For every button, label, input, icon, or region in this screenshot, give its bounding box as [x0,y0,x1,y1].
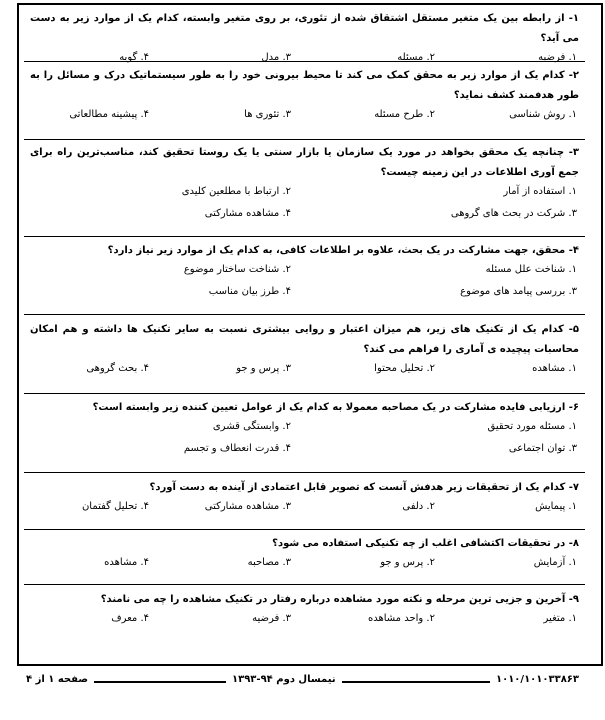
options-row [30,183,579,205]
question-3 [30,143,579,227]
question-text: ۴- محقق، جهت مشارکت در یک بحث، علاوه بر اطلاعات کافی، به کدام یک از موارد زیر نیاز دارد؟ [107,245,579,256]
question-2 [30,66,579,128]
question-8 [30,534,579,576]
option-1[interactable]: ۱. فرضیه [538,52,577,63]
options-row [30,498,579,520]
option-2[interactable]: ۲. وابستگی قشری [212,421,291,432]
question-text: ۹- آخرین و جزیی ترین مرحله و نکته مورد مشاهده درباره رفتار در تکنیک مشاهده را چه می نامند؟ [100,594,579,605]
option-3[interactable]: ۳. شرکت در بحث های گروهی [450,208,577,219]
question-text: ۵- کدام یک از تکنیک های زیر، هم میزان اعتبار و روایی بیشتری نسبت به سایر تکنیک ها داشته و هم امکان محاسبات پیچیده ی آماری را فراهم می کند؟ [30,324,579,355]
question-text: ۸- در تحقیقات اکتشافی اغلب از چه تکنیکی استفاده می شود؟ [272,538,579,549]
option-1[interactable]: ۱. مسئله مورد تحقیق [487,421,577,432]
question-text: ۲- کدام یک از موارد زیر به محقق کمک می کند تا محیط بیرونی خود را به طور سیستماتیک درک و مسائل را به طور هدفمند کشف نماید؟ [30,70,579,101]
option-4[interactable]: ۴. مشاهده [104,557,149,568]
option-4[interactable]: ۴. قدرت انعطاف و تجسم [183,443,291,454]
divider [24,584,585,585]
option-1[interactable]: ۱. آزمایش [533,557,577,568]
option-4[interactable]: ۴. بحث گروهی [86,363,149,374]
option-3[interactable]: ۳. فرضیه [252,613,291,624]
option-3[interactable]: ۳. پرس و جو [236,363,291,374]
options-row [30,554,579,576]
divider [24,61,585,62]
option-3[interactable]: ۳. مصاحبه [247,557,291,568]
options-row [30,283,579,305]
divider [24,472,585,473]
option-2[interactable]: ۲. تحلیل محتوا [374,363,435,374]
option-2[interactable]: ۲. ارتباط با مطلعین کلیدی [181,186,291,197]
option-2[interactable]: ۲. پرس و جو [380,557,435,568]
option-2[interactable]: ۲. شناخت ساختار موضوع [183,264,291,275]
option-1[interactable]: ۱. متغیر [543,613,577,624]
divider [24,393,585,394]
option-4[interactable]: ۴. تحلیل گفتمان [81,501,149,512]
option-1[interactable]: ۱. روش شناسی [509,109,577,120]
option-4[interactable]: ۴. معرف [111,613,149,624]
option-2[interactable]: ۲. دلفی [402,501,435,512]
divider [24,236,585,237]
option-4[interactable]: ۴. مشاهده مشارکتی [204,208,291,219]
option-4[interactable]: ۴. پیشینه مطالعاتی [69,109,149,120]
question-text: ۷- کدام یک از تحقیقات زیر هدفش آنست که تصویر قابل اعتمادی از آینده به دست آورد؟ [149,482,579,493]
option-3[interactable]: ۳. بررسی پیامد های موضوع [460,286,577,297]
option-1[interactable]: ۱. مشاهده [532,363,577,374]
options-row [30,261,579,283]
question-7 [30,478,579,520]
option-3[interactable]: ۳. مشاهده مشارکتی [204,501,291,512]
page-footer [26,674,579,690]
option-3[interactable]: ۳. تئوری ها [244,109,291,120]
divider [24,314,585,315]
question-9 [30,590,579,632]
question-text: ۶- ارزیابی فایده مشارکت در یک مصاحبه معمولا به کدام یک از عوامل تعیین کننده زیر وابسته است؟ [92,402,579,413]
option-3[interactable]: ۳. مدل [261,52,291,63]
page-number: صفحه ۱ از ۴ [26,674,94,685]
option-1[interactable]: ۱. پیمایش [535,501,577,512]
question-6 [30,398,579,462]
question-text: ۳- چنانچه یک محقق بخواهد در مورد یک سازمان یا بازار سنتی یا یک روستا تحقیق کند، مناسب‌ترین راه برای جمع آوری اطلاعات در این زمینه چیست؟ [30,147,579,178]
option-2[interactable]: ۲. طرح مسئله [374,109,435,120]
options-row [30,360,579,382]
options-row [30,440,579,462]
options-row [30,418,579,440]
semester-label: نیمسال دوم ۹۴-۱۳۹۳ [226,674,342,685]
option-3[interactable]: ۳. توان اجتماعی [508,443,577,454]
options-row [30,610,579,632]
question-4 [30,241,579,305]
question-text: ۱- از رابطه بین یک متغیر مستقل اشتقاق شده از تئوری، بر روی متغیر وابسته، کدام یک از موارد زیر به دست می آید؟ [30,13,579,44]
option-1[interactable]: ۱. استفاده از آمار [503,186,577,197]
question-5 [30,320,579,382]
divider [24,139,585,140]
option-2[interactable]: ۲. مسئله [397,52,435,63]
course-code: ۱۰۱۰/۱۰۱۰۳۳۸۶۳ [490,674,579,685]
option-1[interactable]: ۱. شناخت علل مسئله [485,264,577,275]
divider [24,529,585,530]
option-4[interactable]: ۴. گویه [119,52,149,63]
options-row [30,205,579,227]
option-4[interactable]: ۴. طرز بیان مناسب [208,286,291,297]
option-2[interactable]: ۲. واحد مشاهده [367,613,435,624]
options-row [30,106,579,128]
